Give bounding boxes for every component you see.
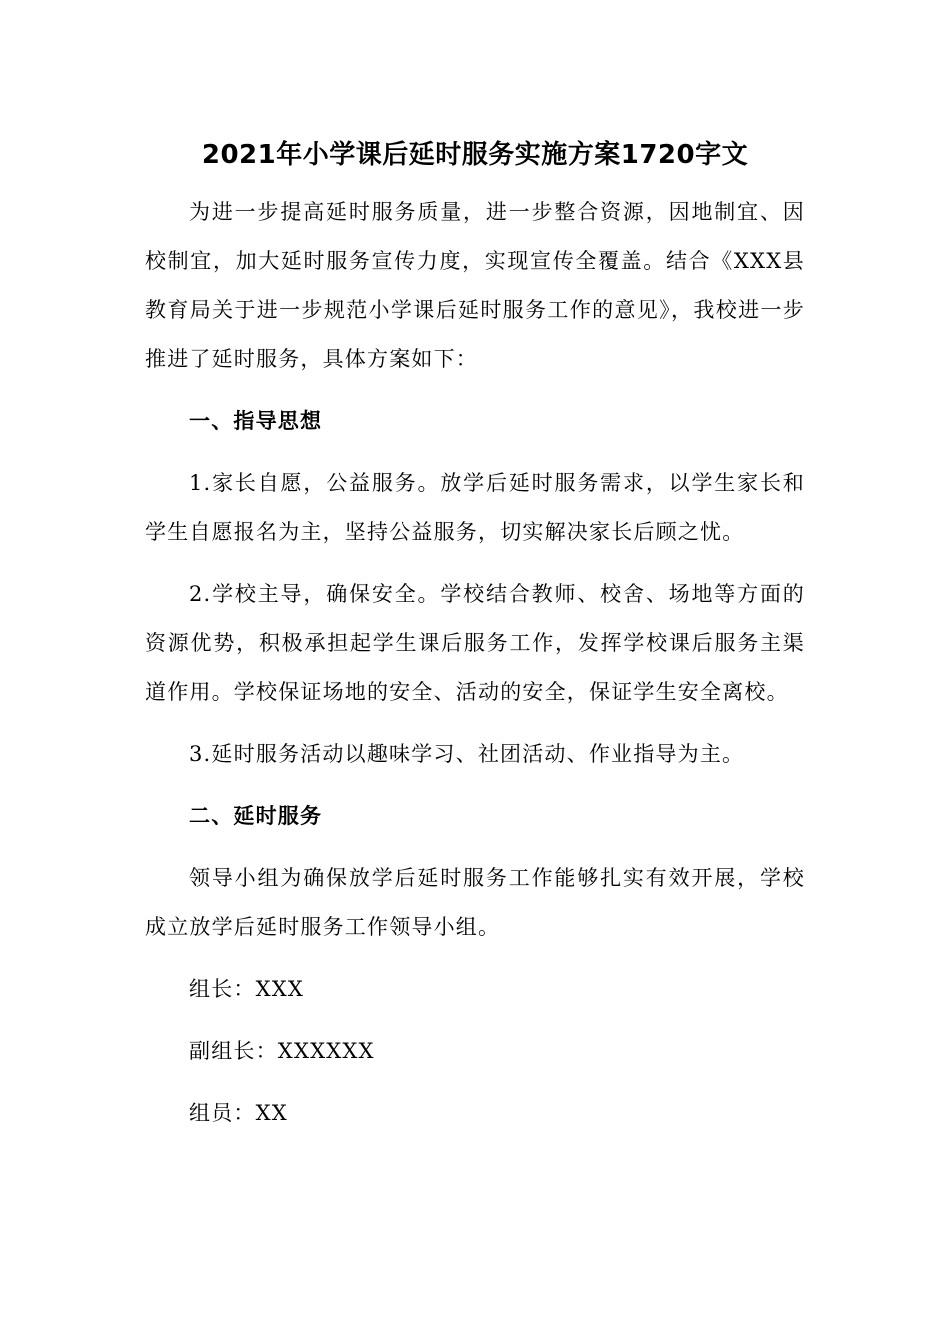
section-heading-guiding-thought: 一、指导思想 <box>189 409 323 433</box>
spacer <box>145 1076 805 1089</box>
guiding-item-3: 3.延时服务活动以趣味学习、社团活动、作业指导为主。 <box>189 742 745 766</box>
spacer <box>145 779 805 792</box>
spacer <box>145 841 805 854</box>
group-vice-leader: 副组长：XXXXXX <box>189 1039 375 1063</box>
document-page <box>145 135 805 1138</box>
section-heading-extended-service: 二、延时服务 <box>189 804 323 828</box>
leadership-group-paragraph: 领导小组为确保放学后延时服务工作能够扎实有效开展，学校成立放学后延时服务工作领导小组。 <box>145 866 805 939</box>
spacer <box>145 446 805 459</box>
spacer <box>145 1014 805 1027</box>
intro-paragraph: 为进一步提高延时服务质量，进一步整合资源，因地制宜、因校制宜，加大延时服务宣传力度，实现宣传全覆盖。结合《XXX县教育局关于进一步规范小学课后延时服务工作的意见》，我校进一步推进了延时服务，具体方案如下： <box>145 200 805 371</box>
spacer <box>145 384 805 397</box>
spacer <box>145 952 805 965</box>
group-members: 组员：XX <box>189 1101 288 1125</box>
guiding-item-2: 2.学校主导，确保安全。学校结合教师、校舍、场地等方面的资源优势，积极承担起学生课后服务工作，发挥学校课后服务主渠道作用。学校保证场地的安全、活动的安全，保证学生安全离校。 <box>145 582 805 704</box>
document-title: 2021年小学课后延时服务实施方案1720字文 <box>201 140 749 170</box>
guiding-item-1: 1.家长自愿，公益服务。放学后延时服务需求，以学生家长和学生自愿报名为主，坚持公益服务，切实解决家长后顾之忧。 <box>145 471 805 544</box>
spacer <box>145 717 805 730</box>
group-leader: 组长：XXX <box>189 977 305 1001</box>
spacer <box>145 557 805 570</box>
spacer <box>145 175 805 188</box>
